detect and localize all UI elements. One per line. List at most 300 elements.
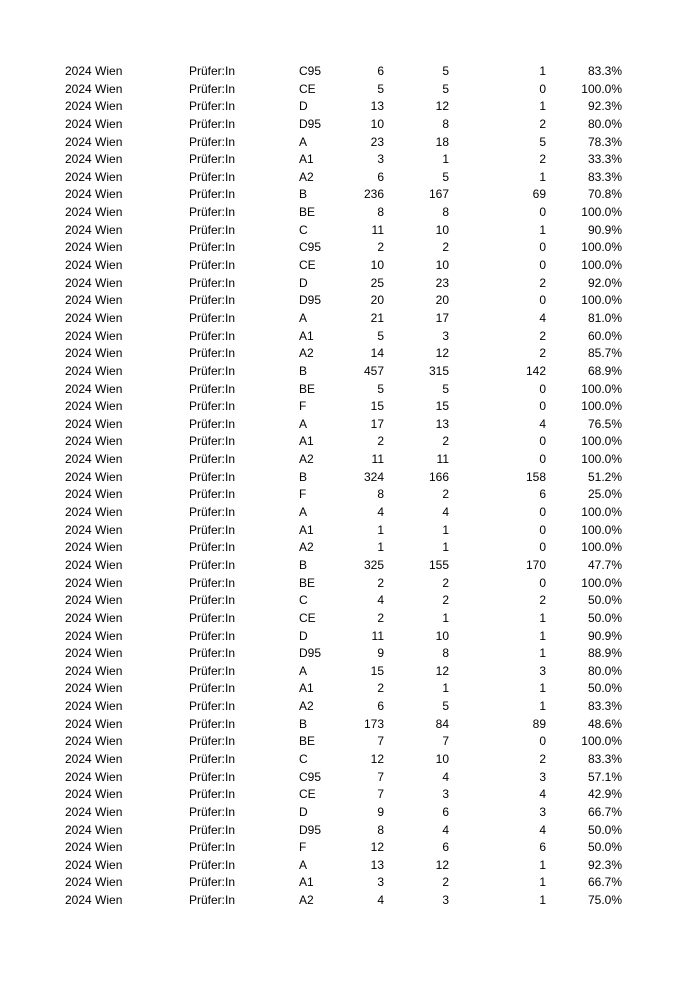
table-row xyxy=(0,292,700,310)
cell-location-year: 2024 Wien xyxy=(65,381,123,396)
cell-passed-count: 6 xyxy=(442,840,449,855)
cell-pass-rate: 33.3% xyxy=(587,152,622,167)
cell-total-count: 12 xyxy=(370,751,384,766)
cell-location-year: 2024 Wien xyxy=(65,99,123,114)
cell-location-year: 2024 Wien xyxy=(65,557,123,572)
cell-pass-rate: 100.0% xyxy=(581,381,622,396)
cell-pass-rate: 100.0% xyxy=(581,452,622,467)
cell-failed-count: 1 xyxy=(539,646,546,661)
cell-license-class: BE xyxy=(299,734,316,749)
cell-failed-count: 4 xyxy=(539,787,546,802)
cell-pass-rate: 100.0% xyxy=(581,434,622,449)
cell-role: Prüfer:In xyxy=(189,293,236,308)
cell-location-year: 2024 Wien xyxy=(65,469,123,484)
cell-location-year: 2024 Wien xyxy=(65,81,123,96)
cell-location-year: 2024 Wien xyxy=(65,452,123,467)
cell-license-class: BE xyxy=(299,205,316,220)
cell-license-class: A xyxy=(299,857,308,872)
cell-location-year: 2024 Wien xyxy=(65,769,123,784)
cell-total-count: 236 xyxy=(363,187,384,202)
cell-location-year: 2024 Wien xyxy=(65,363,123,378)
cell-license-class: A1 xyxy=(299,522,314,537)
cell-failed-count: 0 xyxy=(539,540,546,555)
cell-role: Prüfer:In xyxy=(189,134,236,149)
cell-location-year: 2024 Wien xyxy=(65,399,123,414)
cell-pass-rate: 100.0% xyxy=(581,575,622,590)
cell-role: Prüfer:In xyxy=(189,99,236,114)
cell-role: Prüfer:In xyxy=(189,699,236,714)
cell-pass-rate: 83.3% xyxy=(587,699,622,714)
cell-passed-count: 5 xyxy=(442,699,449,714)
cell-location-year: 2024 Wien xyxy=(65,434,123,449)
table-row xyxy=(0,328,700,346)
cell-location-year: 2024 Wien xyxy=(65,840,123,855)
cell-pass-rate: 80.0% xyxy=(587,663,622,678)
cell-pass-rate: 90.9% xyxy=(587,628,622,643)
cell-pass-rate: 50.0% xyxy=(587,822,622,837)
table-row xyxy=(0,857,700,875)
cell-license-class: C95 xyxy=(299,64,322,78)
cell-role: Prüfer:In xyxy=(189,610,236,625)
cell-failed-count: 1 xyxy=(539,857,546,872)
table-row xyxy=(0,363,700,381)
cell-failed-count: 0 xyxy=(539,575,546,590)
table-row xyxy=(0,310,700,328)
cell-passed-count: 2 xyxy=(442,593,449,608)
table-row xyxy=(0,822,700,840)
cell-passed-count: 5 xyxy=(442,81,449,96)
cell-license-class: BE xyxy=(299,575,316,590)
table-row xyxy=(0,522,700,540)
cell-failed-count: 3 xyxy=(539,663,546,678)
cell-pass-rate: 100.0% xyxy=(581,258,622,273)
cell-location-year: 2024 Wien xyxy=(65,275,123,290)
cell-license-class: D xyxy=(299,628,308,643)
cell-passed-count: 3 xyxy=(442,893,449,908)
cell-role: Prüfer:In xyxy=(189,222,236,237)
cell-total-count: 5 xyxy=(377,381,384,396)
cell-passed-count: 10 xyxy=(435,258,449,273)
cell-license-class: B xyxy=(299,187,308,202)
cell-total-count: 2 xyxy=(377,575,384,590)
table-row xyxy=(0,116,700,134)
cell-role: Prüfer:In xyxy=(189,169,236,184)
cell-failed-count: 0 xyxy=(539,205,546,220)
cell-location-year: 2024 Wien xyxy=(65,522,123,537)
cell-role: Prüfer:In xyxy=(189,734,236,749)
cell-failed-count: 142 xyxy=(525,363,546,378)
table-row xyxy=(0,557,700,575)
cell-license-class: CE xyxy=(299,787,316,802)
cell-failed-count: 2 xyxy=(539,328,546,343)
cell-total-count: 4 xyxy=(377,505,384,520)
cell-role: Prüfer:In xyxy=(189,452,236,467)
table-row xyxy=(0,663,700,681)
cell-pass-rate: 68.9% xyxy=(587,363,622,378)
table-row xyxy=(0,451,700,469)
cell-license-class: A1 xyxy=(299,152,314,167)
cell-role: Prüfer:In xyxy=(189,64,236,78)
cell-total-count: 9 xyxy=(377,646,384,661)
cell-failed-count: 1 xyxy=(539,169,546,184)
cell-failed-count: 89 xyxy=(532,716,546,731)
table-row xyxy=(0,874,700,892)
cell-location-year: 2024 Wien xyxy=(65,593,123,608)
cell-pass-rate: 57.1% xyxy=(587,769,622,784)
cell-location-year: 2024 Wien xyxy=(65,152,123,167)
cell-passed-count: 12 xyxy=(435,99,449,114)
cell-location-year: 2024 Wien xyxy=(65,240,123,255)
cell-pass-rate: 83.3% xyxy=(587,751,622,766)
cell-pass-rate: 25.0% xyxy=(587,487,622,502)
cell-failed-count: 0 xyxy=(539,505,546,520)
cell-passed-count: 4 xyxy=(442,769,449,784)
cell-passed-count: 1 xyxy=(442,152,449,167)
table-row xyxy=(0,169,700,187)
cell-passed-count: 1 xyxy=(442,681,449,696)
cell-pass-rate: 50.0% xyxy=(587,593,622,608)
cell-failed-count: 0 xyxy=(539,381,546,396)
cell-license-class: A1 xyxy=(299,328,314,343)
cell-role: Prüfer:In xyxy=(189,575,236,590)
cell-license-class: A2 xyxy=(299,540,314,555)
cell-license-class: B xyxy=(299,557,308,572)
cell-pass-rate: 75.0% xyxy=(587,893,622,908)
cell-passed-count: 84 xyxy=(435,716,449,731)
cell-location-year: 2024 Wien xyxy=(65,734,123,749)
cell-license-class: C xyxy=(299,593,308,608)
cell-total-count: 325 xyxy=(363,557,384,572)
cell-role: Prüfer:In xyxy=(189,187,236,202)
cell-location-year: 2024 Wien xyxy=(65,258,123,273)
cell-failed-count: 0 xyxy=(539,81,546,96)
cell-failed-count: 6 xyxy=(539,840,546,855)
cell-passed-count: 10 xyxy=(435,222,449,237)
cell-license-class: C95 xyxy=(299,240,322,255)
cell-failed-count: 0 xyxy=(539,399,546,414)
table-row xyxy=(0,751,700,769)
cell-location-year: 2024 Wien xyxy=(65,875,123,890)
cell-location-year: 2024 Wien xyxy=(65,169,123,184)
cell-total-count: 3 xyxy=(377,152,384,167)
cell-total-count: 13 xyxy=(370,99,384,114)
cell-role: Prüfer:In xyxy=(189,328,236,343)
cell-total-count: 173 xyxy=(363,716,384,731)
cell-failed-count: 5 xyxy=(539,134,546,149)
cell-location-year: 2024 Wien xyxy=(65,893,123,908)
cell-location-year: 2024 Wien xyxy=(65,416,123,431)
cell-total-count: 6 xyxy=(377,169,384,184)
cell-license-class: A xyxy=(299,134,308,149)
cell-pass-rate: 100.0% xyxy=(581,293,622,308)
cell-total-count: 4 xyxy=(377,893,384,908)
cell-passed-count: 2 xyxy=(442,487,449,502)
cell-total-count: 7 xyxy=(377,787,384,802)
cell-pass-rate: 92.3% xyxy=(587,857,622,872)
cell-passed-count: 15 xyxy=(435,399,449,414)
cell-passed-count: 8 xyxy=(442,205,449,220)
cell-failed-count: 1 xyxy=(539,875,546,890)
cell-pass-rate: 100.0% xyxy=(581,240,622,255)
cell-role: Prüfer:In xyxy=(189,275,236,290)
table-row xyxy=(0,575,700,593)
cell-license-class: D95 xyxy=(299,822,322,837)
cell-pass-rate: 80.0% xyxy=(587,116,622,131)
cell-license-class: C xyxy=(299,751,308,766)
table-row xyxy=(0,222,700,240)
cell-role: Prüfer:In xyxy=(189,646,236,661)
cell-passed-count: 6 xyxy=(442,804,449,819)
cell-role: Prüfer:In xyxy=(189,769,236,784)
cell-total-count: 5 xyxy=(377,81,384,96)
table-row xyxy=(0,416,700,434)
cell-passed-count: 12 xyxy=(435,346,449,361)
cell-location-year: 2024 Wien xyxy=(65,487,123,502)
cell-passed-count: 5 xyxy=(442,381,449,396)
cell-license-class: BE xyxy=(299,381,316,396)
table-row xyxy=(0,204,700,222)
cell-passed-count: 1 xyxy=(442,522,449,537)
cell-passed-count: 5 xyxy=(442,169,449,184)
cell-failed-count: 0 xyxy=(539,258,546,273)
cell-failed-count: 3 xyxy=(539,769,546,784)
table-row xyxy=(0,539,700,557)
cell-total-count: 2 xyxy=(377,240,384,255)
cell-pass-rate: 81.0% xyxy=(587,310,622,325)
table-row xyxy=(0,381,700,399)
results-table xyxy=(0,63,700,910)
cell-failed-count: 4 xyxy=(539,310,546,325)
cell-total-count: 14 xyxy=(370,346,384,361)
cell-total-count: 324 xyxy=(363,469,384,484)
cell-failed-count: 3 xyxy=(539,804,546,819)
cell-failed-count: 4 xyxy=(539,416,546,431)
table-row xyxy=(0,486,700,504)
cell-passed-count: 4 xyxy=(442,505,449,520)
cell-failed-count: 0 xyxy=(539,522,546,537)
cell-total-count: 17 xyxy=(370,416,384,431)
table-row xyxy=(0,186,700,204)
cell-pass-rate: 88.9% xyxy=(587,646,622,661)
cell-total-count: 10 xyxy=(370,258,384,273)
cell-failed-count: 2 xyxy=(539,346,546,361)
cell-total-count: 20 xyxy=(370,293,384,308)
cell-location-year: 2024 Wien xyxy=(65,699,123,714)
cell-pass-rate: 70.8% xyxy=(587,187,622,202)
table-row xyxy=(0,398,700,416)
cell-passed-count: 1 xyxy=(442,610,449,625)
table-row xyxy=(0,275,700,293)
cell-passed-count: 3 xyxy=(442,328,449,343)
cell-location-year: 2024 Wien xyxy=(65,346,123,361)
table-row xyxy=(0,469,700,487)
table-row xyxy=(0,610,700,628)
cell-license-class: A1 xyxy=(299,875,314,890)
cell-total-count: 13 xyxy=(370,857,384,872)
cell-license-class: D xyxy=(299,275,308,290)
cell-passed-count: 2 xyxy=(442,434,449,449)
cell-license-class: A xyxy=(299,416,308,431)
cell-location-year: 2024 Wien xyxy=(65,681,123,696)
cell-failed-count: 2 xyxy=(539,275,546,290)
cell-role: Prüfer:In xyxy=(189,557,236,572)
cell-total-count: 11 xyxy=(371,452,384,467)
table-row xyxy=(0,698,700,716)
cell-location-year: 2024 Wien xyxy=(65,205,123,220)
cell-total-count: 1 xyxy=(377,540,384,555)
cell-role: Prüfer:In xyxy=(189,381,236,396)
cell-passed-count: 12 xyxy=(435,857,449,872)
cell-license-class: CE xyxy=(299,610,316,625)
cell-failed-count: 0 xyxy=(539,434,546,449)
cell-passed-count: 1 xyxy=(442,540,449,555)
table-row xyxy=(0,716,700,734)
cell-license-class: C xyxy=(299,222,308,237)
cell-pass-rate: 83.3% xyxy=(587,64,622,78)
cell-pass-rate: 100.0% xyxy=(581,522,622,537)
cell-total-count: 8 xyxy=(377,487,384,502)
cell-role: Prüfer:In xyxy=(189,152,236,167)
cell-failed-count: 6 xyxy=(539,487,546,502)
cell-total-count: 7 xyxy=(377,734,384,749)
cell-role: Prüfer:In xyxy=(189,205,236,220)
cell-total-count: 15 xyxy=(370,663,384,678)
cell-license-class: A2 xyxy=(299,346,314,361)
table-row xyxy=(0,680,700,698)
table-row xyxy=(0,239,700,257)
cell-role: Prüfer:In xyxy=(189,804,236,819)
cell-pass-rate: 100.0% xyxy=(581,734,622,749)
cell-passed-count: 4 xyxy=(442,822,449,837)
cell-passed-count: 23 xyxy=(435,275,449,290)
cell-failed-count: 1 xyxy=(539,64,546,78)
cell-role: Prüfer:In xyxy=(189,593,236,608)
cell-role: Prüfer:In xyxy=(189,81,236,96)
cell-role: Prüfer:In xyxy=(189,434,236,449)
cell-pass-rate: 100.0% xyxy=(581,505,622,520)
cell-location-year: 2024 Wien xyxy=(65,857,123,872)
cell-license-class: D95 xyxy=(299,293,322,308)
cell-passed-count: 13 xyxy=(435,416,449,431)
cell-role: Prüfer:In xyxy=(189,716,236,731)
cell-license-class: CE xyxy=(299,258,316,273)
cell-failed-count: 1 xyxy=(539,628,546,643)
cell-failed-count: 1 xyxy=(539,99,546,114)
cell-total-count: 12 xyxy=(370,840,384,855)
cell-failed-count: 4 xyxy=(539,822,546,837)
cell-location-year: 2024 Wien xyxy=(65,328,123,343)
cell-pass-rate: 50.0% xyxy=(587,840,622,855)
cell-pass-rate: 60.0% xyxy=(587,328,622,343)
cell-license-class: A2 xyxy=(299,169,314,184)
cell-total-count: 23 xyxy=(370,134,384,149)
cell-passed-count: 166 xyxy=(428,469,449,484)
cell-license-class: A2 xyxy=(299,893,314,908)
cell-location-year: 2024 Wien xyxy=(65,134,123,149)
cell-role: Prüfer:In xyxy=(189,399,236,414)
cell-passed-count: 167 xyxy=(428,187,449,202)
cell-pass-rate: 85.7% xyxy=(587,346,622,361)
cell-pass-rate: 90.9% xyxy=(587,222,622,237)
cell-total-count: 2 xyxy=(377,434,384,449)
cell-location-year: 2024 Wien xyxy=(65,628,123,643)
cell-role: Prüfer:In xyxy=(189,822,236,837)
cell-pass-rate: 48.6% xyxy=(587,716,622,731)
cell-pass-rate: 42.9% xyxy=(587,787,622,802)
cell-pass-rate: 78.3% xyxy=(587,134,622,149)
cell-license-class: B xyxy=(299,363,308,378)
cell-total-count: 6 xyxy=(377,64,384,78)
table-row xyxy=(0,628,700,646)
cell-role: Prüfer:In xyxy=(189,240,236,255)
cell-passed-count: 17 xyxy=(435,310,449,325)
cell-location-year: 2024 Wien xyxy=(65,187,123,202)
cell-role: Prüfer:In xyxy=(189,787,236,802)
cell-total-count: 8 xyxy=(377,205,384,220)
cell-pass-rate: 92.3% xyxy=(587,99,622,114)
table-row xyxy=(0,504,700,522)
cell-passed-count: 10 xyxy=(435,628,449,643)
cell-total-count: 457 xyxy=(363,363,384,378)
cell-role: Prüfer:In xyxy=(189,487,236,502)
cell-role: Prüfer:In xyxy=(189,857,236,872)
cell-failed-count: 170 xyxy=(525,557,546,572)
cell-failed-count: 2 xyxy=(539,593,546,608)
cell-location-year: 2024 Wien xyxy=(65,610,123,625)
cell-pass-rate: 100.0% xyxy=(581,399,622,414)
cell-passed-count: 18 xyxy=(435,134,449,149)
table-row xyxy=(0,151,700,169)
cell-total-count: 2 xyxy=(377,610,384,625)
cell-passed-count: 2 xyxy=(442,575,449,590)
cell-failed-count: 0 xyxy=(539,293,546,308)
cell-total-count: 21 xyxy=(370,310,384,325)
cell-total-count: 3 xyxy=(377,875,384,890)
cell-role: Prüfer:In xyxy=(189,116,236,131)
table-row xyxy=(0,98,700,116)
cell-location-year: 2024 Wien xyxy=(65,804,123,819)
cell-location-year: 2024 Wien xyxy=(65,116,123,131)
cell-passed-count: 8 xyxy=(442,116,449,131)
cell-passed-count: 20 xyxy=(435,293,449,308)
cell-role: Prüfer:In xyxy=(189,469,236,484)
cell-pass-rate: 51.2% xyxy=(587,469,622,484)
cell-license-class: B xyxy=(299,469,308,484)
cell-pass-rate: 100.0% xyxy=(581,81,622,96)
cell-pass-rate: 66.7% xyxy=(587,804,622,819)
table-row xyxy=(0,257,700,275)
cell-license-class: C95 xyxy=(299,769,322,784)
cell-role: Prüfer:In xyxy=(189,522,236,537)
cell-role: Prüfer:In xyxy=(189,258,236,273)
cell-license-class: A xyxy=(299,310,308,325)
table-row xyxy=(0,804,700,822)
cell-license-class: D xyxy=(299,804,308,819)
cell-license-class: B xyxy=(299,716,308,731)
cell-failed-count: 2 xyxy=(539,116,546,131)
cell-total-count: 8 xyxy=(377,822,384,837)
cell-license-class: CE xyxy=(299,81,316,96)
table-row xyxy=(0,433,700,451)
cell-license-class: A xyxy=(299,505,308,520)
cell-role: Prüfer:In xyxy=(189,681,236,696)
cell-passed-count: 11 xyxy=(436,452,449,467)
cell-role: Prüfer:In xyxy=(189,363,236,378)
table-row xyxy=(0,786,700,804)
cell-total-count: 9 xyxy=(377,804,384,819)
cell-location-year: 2024 Wien xyxy=(65,293,123,308)
cell-license-class: A2 xyxy=(299,452,314,467)
